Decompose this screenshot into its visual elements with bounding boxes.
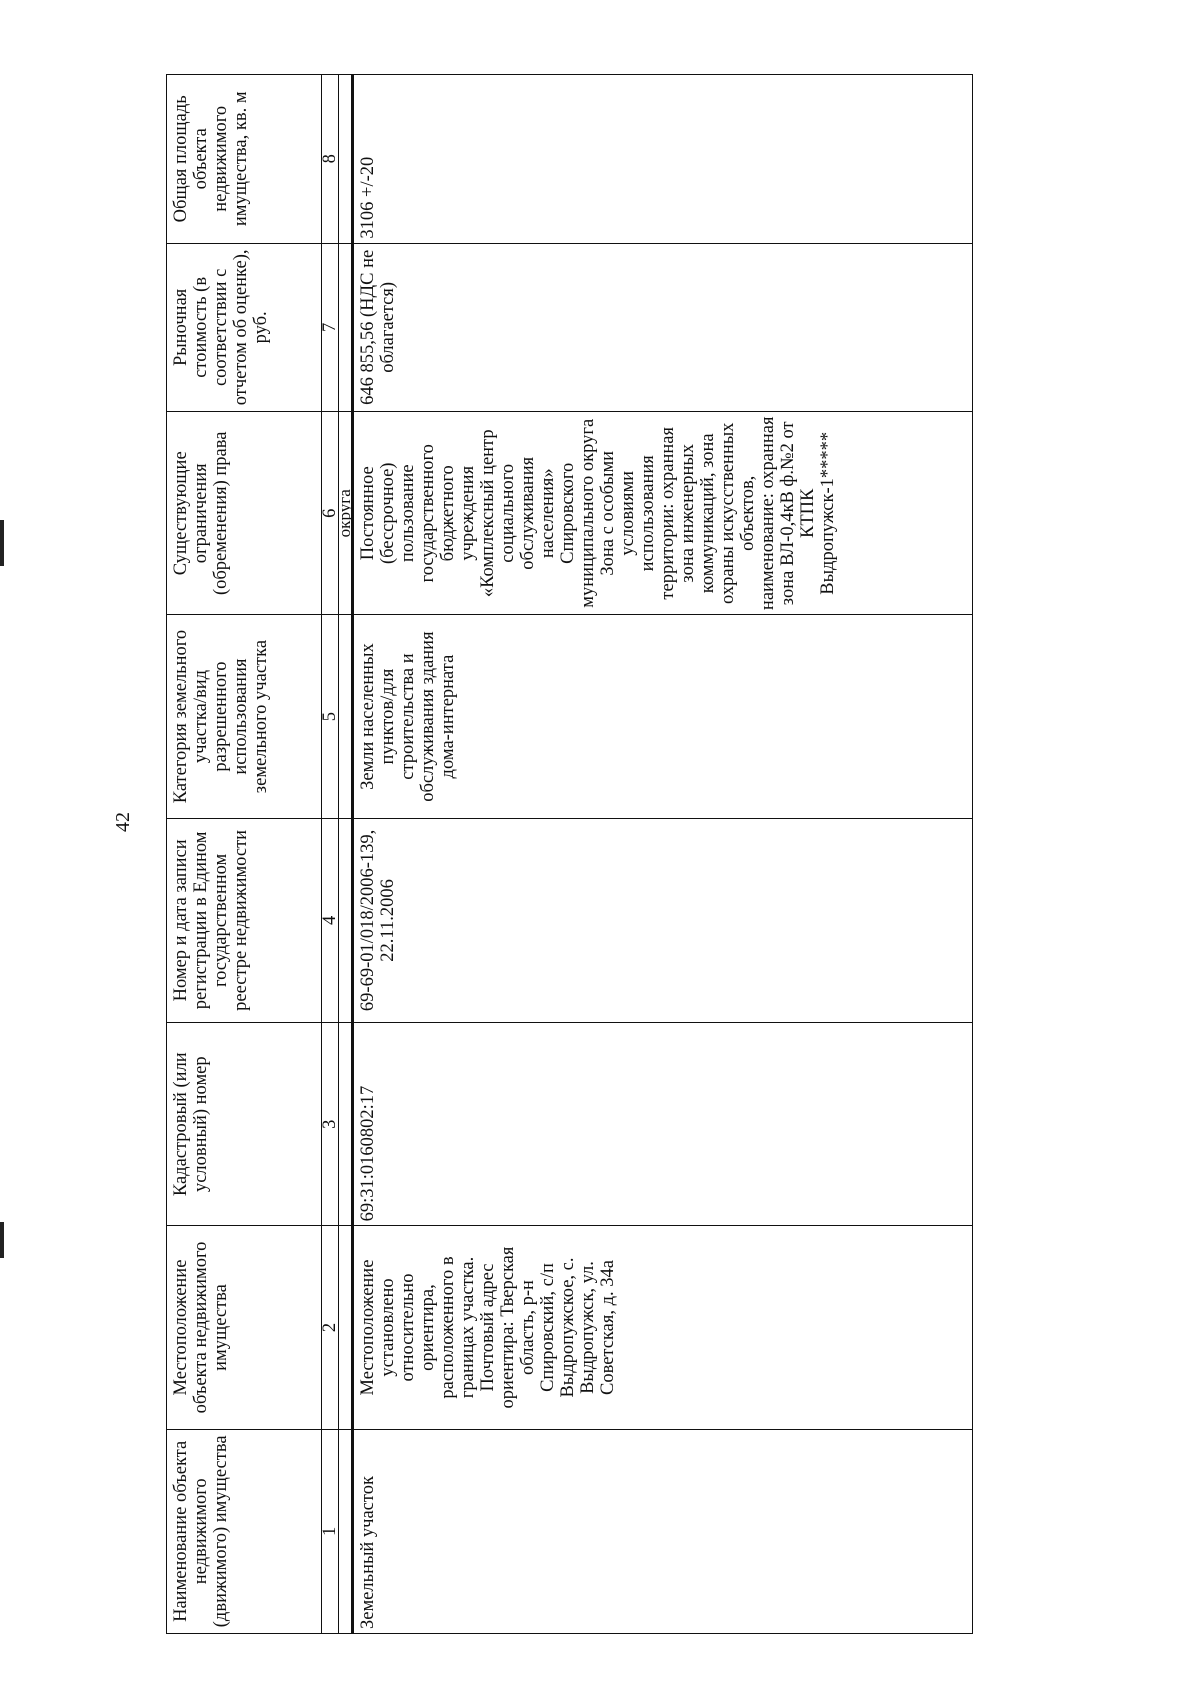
rotated-table-wrapper	[166, 74, 1016, 1634]
region-cell	[339, 75, 353, 244]
cell-name: Земельный участок	[353, 1429, 973, 1633]
region-cell	[339, 1226, 353, 1429]
binding-mark-bottom	[0, 1222, 4, 1258]
column-number: 1	[322, 1429, 339, 1633]
cell-registration: 69-69-01/018/2006-139, 22.11.2006	[353, 818, 973, 1022]
header-market-value: Рыночная стоимость (в соответствии с отчетом об оценке), руб.	[167, 243, 322, 412]
cell-market-value: 646 855,56 (НДС не облагается)	[353, 243, 973, 412]
region-cell	[339, 818, 353, 1022]
cell-encumbrance: Постоянное (бессрочное) пользование государственного бюджетного учреждения «Комплексный центр социального обслуживания населения» Спировского муниципального округа Зона с особыми условиями использования территории: охранная зона инженерных коммуникаций, зона охраны искусственных объектов, наименование: охранная зона ВЛ-0,4кВ ф.№2 от КТПК Выдропужск-1*****	[353, 412, 973, 615]
header-category: Категория земельного участка/вид разрешенного использования земельного участка	[167, 615, 322, 818]
property-table	[166, 74, 973, 1634]
binding-mark-top	[0, 520, 4, 566]
cell-category: Земли населенных пунктов/для строительства и обслуживания здания дома-интерната	[353, 615, 973, 818]
header-registration: Номер и дата записи регистрации в Едином государственном реестре недвижимости	[167, 818, 322, 1022]
header-row	[167, 75, 322, 1634]
cell-cadastral-number: 69:31:0160802:17	[353, 1023, 973, 1226]
column-number: 8	[322, 75, 339, 244]
page-number: 42	[112, 812, 134, 832]
region-row	[339, 75, 353, 1634]
column-number: 4	[322, 818, 339, 1022]
header-area: Общая площадь объекта недвижимого имущества, кв. м	[167, 75, 322, 244]
column-number: 5	[322, 615, 339, 818]
region-cell	[339, 1429, 353, 1633]
column-number: 3	[322, 1023, 339, 1226]
cell-location: Местоположение установлено относительно ориентира, расположенного в границах участка. Почтовый адрес ориентира: Тверская область, р-н Спировский, с/п Выдропужское, с. Выдропужск, ул. Советская, д. 34а	[353, 1226, 973, 1429]
region-label: округа	[339, 412, 353, 615]
region-cell	[339, 1023, 353, 1226]
column-number: 6	[322, 412, 339, 615]
column-number: 7	[322, 243, 339, 412]
header-name: Наименование объекта недвижимого (движимого) имущества	[167, 1429, 322, 1633]
header-location: Местоположение объекта недвижимого имущества	[167, 1226, 322, 1429]
region-cell	[339, 615, 353, 818]
table-row	[353, 75, 973, 1634]
cell-area: 3106 +/-20	[353, 75, 973, 244]
header-cadastral-number: Кадастровый (или условный) номер	[167, 1023, 322, 1226]
column-number-row	[322, 75, 339, 1634]
region-cell	[339, 243, 353, 412]
header-encumbrance: Существующие ограничения (обременения) права	[167, 412, 322, 615]
column-number: 2	[322, 1226, 339, 1429]
